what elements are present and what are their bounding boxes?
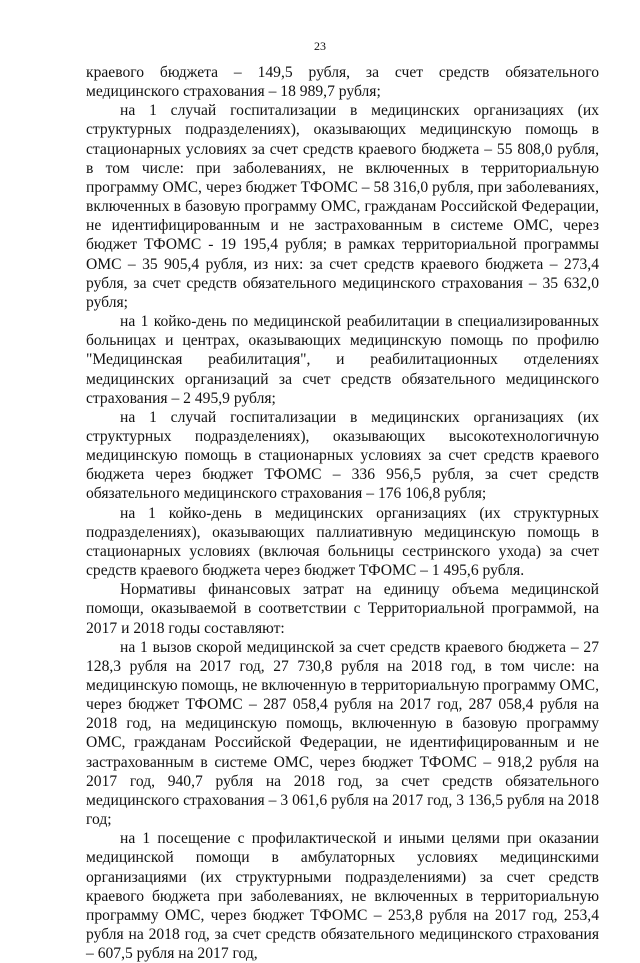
paragraph-outpatient-visit: на 1 посещение с профилактической и иными целями при оказании медицинской помощи в амбулаторных условиях медицинскими организациями (их структурными подразделениями) за счет средств краевого бюджета при заболеваниях, не включенных в территориальную программу ОМС, через бюджет ТФОМС – 253,8 рубля на 2017 год, 253,4 рубля на 2018 год, за счет средств обязательного медицинского страхования – 607,5 рубля на 2017 год, bbox=[86, 830, 599, 963]
paragraph-cost-norms-intro: Нормативы финансовых затрат на единицу объема медицинской помощи, оказываемой в соответствии с Территориальной программой, на 2017 и 2018 годы составляют: bbox=[86, 581, 599, 637]
paragraph-hospitalization-case: на 1 случай госпитализации в медицинских организациях (их структурных подразделениях), оказывающих медицинскую помощь в стационарных условиях за счет средств краевого бюджета – 55 808,0 рубля, в том числе: при заболеваниях, не включенных в территориальную программу ОМС, через бюджет ТФОМС – 58 316,0 рубля, при заболеваниях, включенных в базовую программу ОМС, гражданам Российской Федерации, не идентифицированным и не застрахованным в системе ОМС, через бюджет ТФОМС - 19 195,4 рубля; в рамках территориальной программы ОМС – 35 905,4 рубля, из них: за счет средств краевого бюджета – 273,4 рубля, за счет средств обязательного медицинского страхования – 35 632,0 рубля; bbox=[86, 102, 599, 311]
page-number: 23 bbox=[314, 39, 326, 53]
paragraph-ambulance-call: на 1 вызов скорой медицинской за счет средств краевого бюджета – 27 128,3 рубля на 2017 год, 27 730,8 рубля на 2018 год, в том числе: на медицинскую помощь, не включенную в территориальную программу ОМС, через бюджет ТФОМС – 287 058,4 рубля на 2017 год, 287 058,4 рубля на 2018 год, на медицинскую помощь, включенную в базовую программу ОМС, гражданам Российской Федерации, не идентифицированным и не застрахованным в системе ОМС, через бюджет ТФОМС – 918,2 рубля на 2017 год, 940,7 рубля на 2018 год, за счет средств обязательного медицинского страхования – 3 061,6 рубля на 2017 год, 3 136,5 рубля на 2018 год; bbox=[86, 638, 599, 829]
body-text bbox=[86, 63, 599, 963]
paragraph-continuation: краевого бюджета – 149,5 рубля, за счет средств обязательного медицинского страхования – 18 989,7 рубля; bbox=[86, 64, 599, 101]
paragraph-rehabilitation-bed-day: на 1 койко-день по медицинской реабилитации в специализированных больницах и центрах, оказывающих медицинскую помощь по профилю "Медицинская реабилитация", и реабилитационных отделениях медицинских организаций за счет средств обязательного медицинского страхования – 2 495,9 рубля; bbox=[86, 313, 599, 407]
paragraph-palliative-bed-day: на 1 койко-день в медицинских организациях (их структурных подразделениях), оказывающих паллиативную медицинскую помощь в стационарных условиях (включая больницы сестринского ухода) за счет средств краевого бюджета через бюджет ТФОМС – 1 495,6 рубля. bbox=[86, 504, 599, 580]
paragraph-high-tech-hospitalization: на 1 случай госпитализации в медицинских организациях (их структурных подразделениях), оказывающих высокотехнологичную медицинскую помощь в стационарных условиях за счет средств краевого бюджета через бюджет ТФОМС – 336 956,5 рубля, за счет средств обязательного медицинского страхования – 176 106,8 рубля; bbox=[86, 408, 599, 503]
